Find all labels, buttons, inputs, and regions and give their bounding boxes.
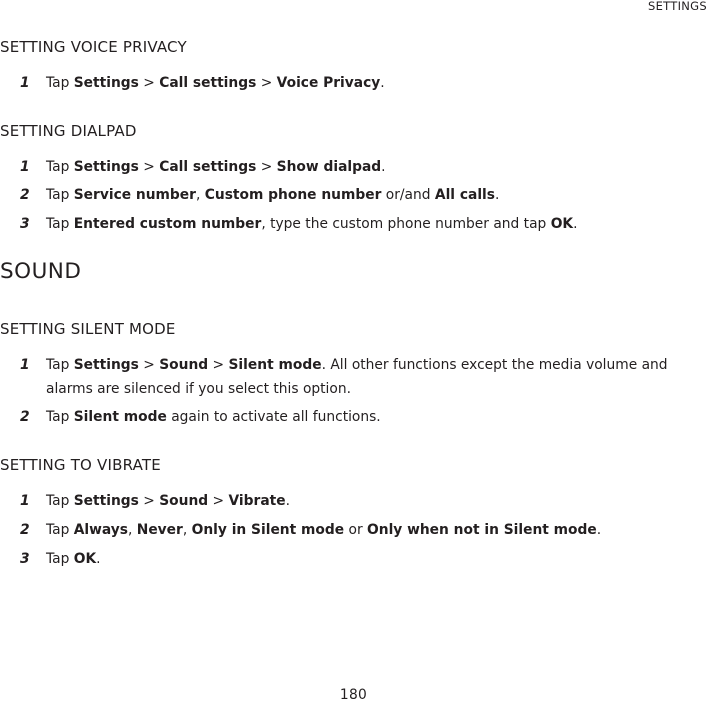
step-silent-mode-2 [0, 405, 693, 429]
step-text: Tap Settings > Sound > Vibrate. [46, 493, 290, 509]
step-dialpad-2 [0, 183, 693, 207]
step-number: 3 [20, 551, 30, 567]
step-silent-mode-1 [0, 353, 693, 401]
step-number: 1 [20, 159, 30, 175]
step-number: 1 [20, 493, 30, 509]
step-number: 1 [20, 357, 30, 373]
section-heading-voice-privacy: SETTING VOICE PRIVACY [0, 38, 187, 56]
step-text: Tap Settings > Call settings > Show dialpad. [46, 159, 386, 175]
chapter-title-sound: SOUND [0, 259, 82, 284]
section-heading-vibrate: SETTING TO VIBRATE [0, 456, 161, 474]
step-dialpad-3 [0, 212, 693, 236]
step-vibrate-3 [0, 547, 693, 571]
step-number: 1 [20, 75, 30, 91]
step-text: Tap OK. [46, 551, 101, 567]
step-number: 2 [20, 409, 30, 425]
section-heading-dialpad: SETTING DIALPAD [0, 122, 137, 140]
step-vibrate-1 [0, 489, 693, 513]
running-header: SETTINGS [647, 0, 707, 13]
step-voice-privacy-1 [0, 71, 693, 95]
step-text: Tap Settings > Call settings > Voice Privacy. [46, 75, 385, 91]
step-number: 2 [20, 522, 30, 538]
step-number: 2 [20, 187, 30, 203]
step-text: Tap Service number, Custom phone number or/and All calls. [46, 187, 500, 203]
step-text: Tap Silent mode again to activate all functions. [46, 409, 381, 425]
step-vibrate-2 [0, 518, 693, 542]
step-dialpad-1 [0, 155, 693, 179]
step-text: Tap Entered custom number, type the custom phone number and tap OK. [46, 216, 578, 232]
step-text: Tap Settings > Sound > Silent mode. All other functions except the media volume and alarms are silenced if you select this option. [46, 357, 668, 397]
page-number: 180 [339, 687, 368, 703]
step-number: 3 [20, 216, 30, 232]
step-text: Tap Always, Never, Only in Silent mode or Only when not in Silent mode. [46, 522, 602, 538]
section-heading-silent-mode: SETTING SILENT MODE [0, 320, 176, 338]
